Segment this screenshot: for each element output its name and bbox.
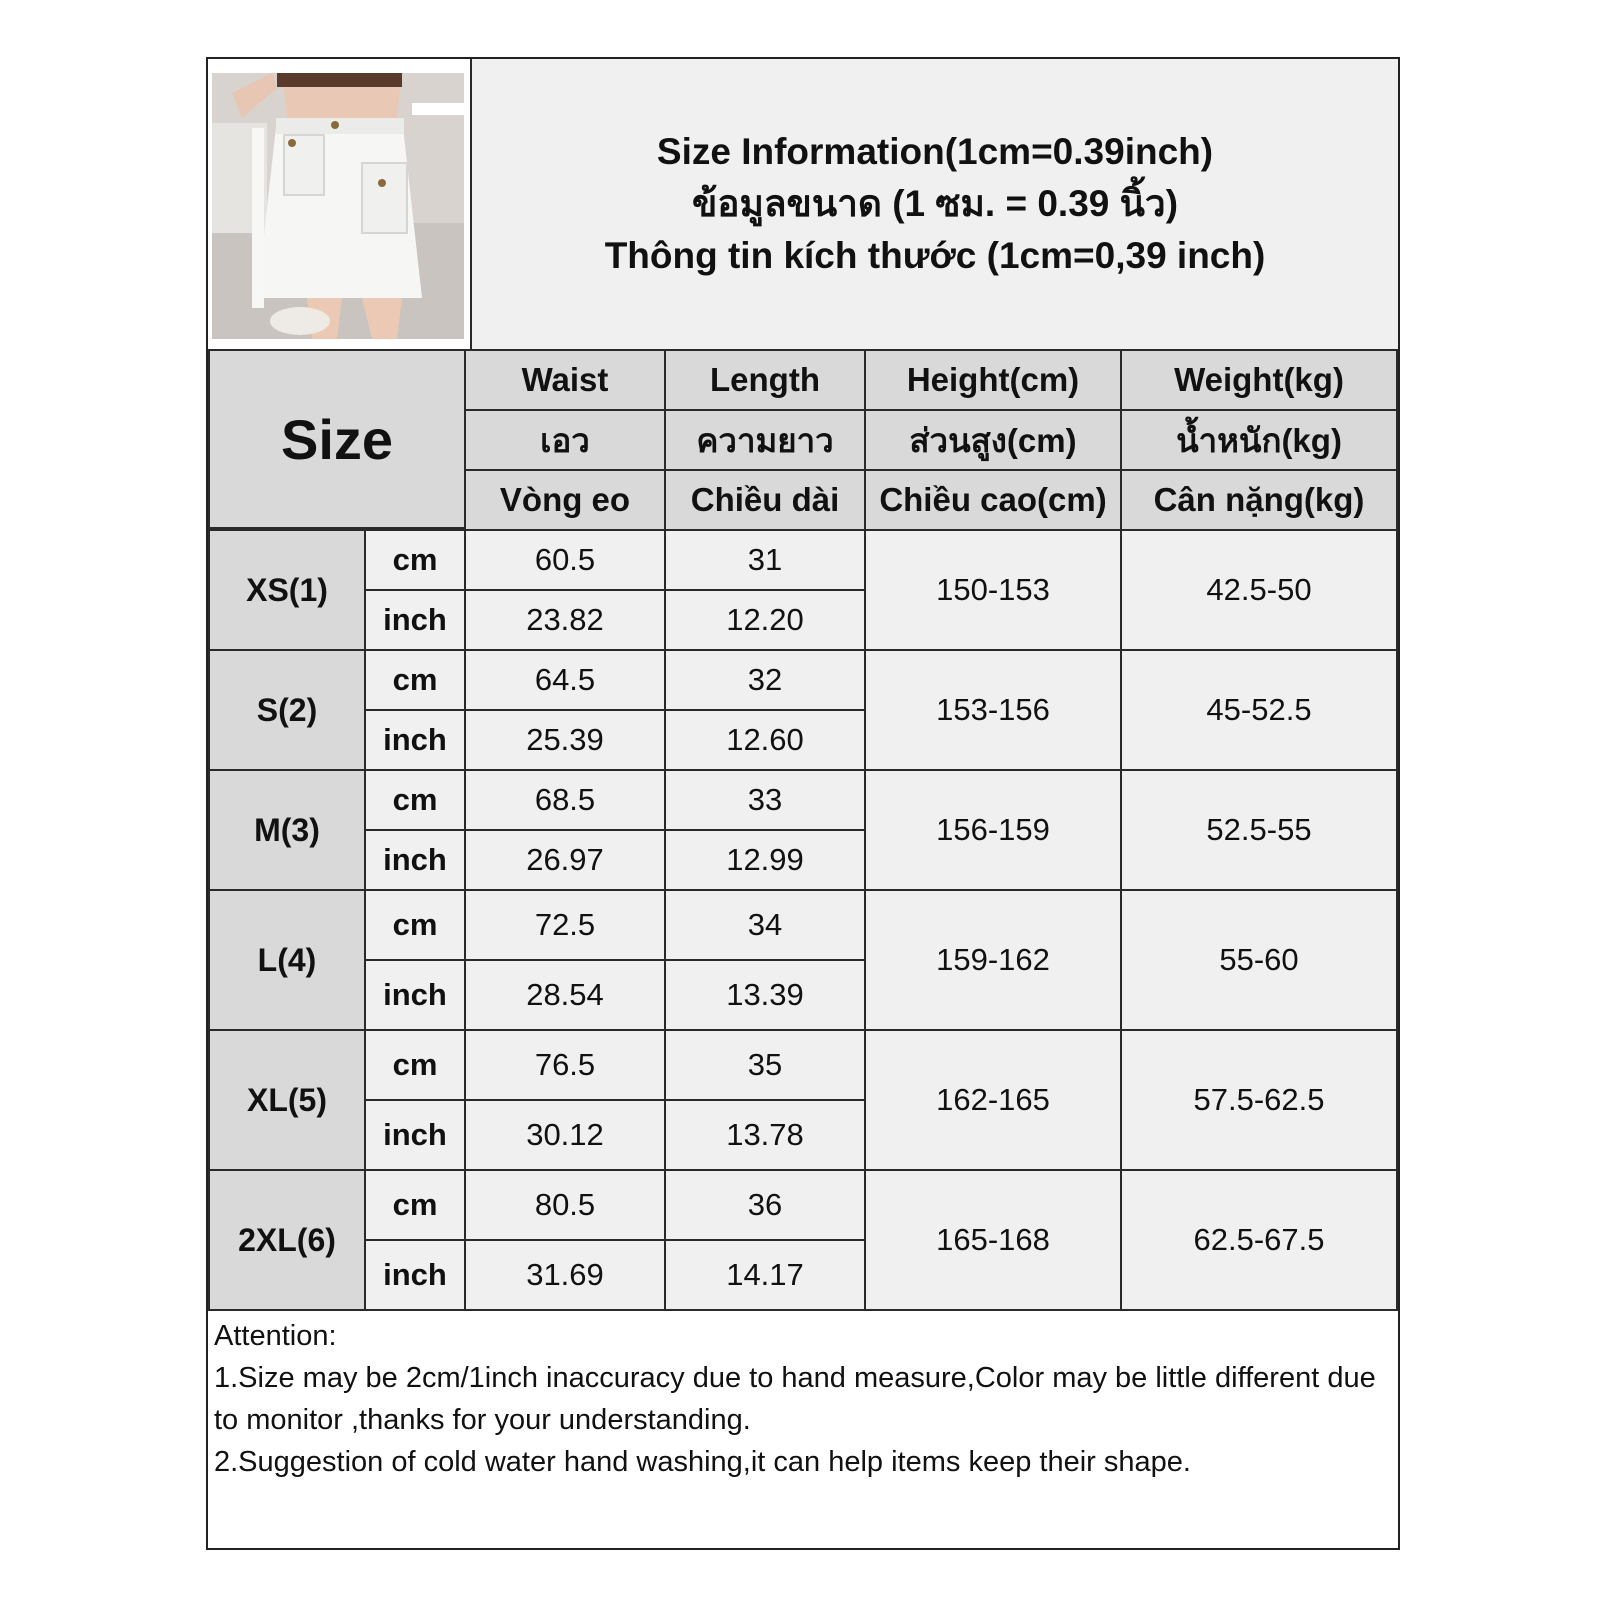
title-thai: ข้อมูลขนาด (1 ซม. = 0.39 นิ้ว) <box>691 183 1179 224</box>
col-header-length-en: Length <box>664 349 866 411</box>
waist-cm: 60.5 <box>464 529 666 591</box>
title-vietnamese: Thông tin kích thước (1cm=0,39 inch) <box>604 235 1266 276</box>
unit-cm: cm <box>364 1169 466 1241</box>
unit-inch: inch <box>364 709 466 771</box>
waist-inch: 25.39 <box>464 709 666 771</box>
unit-cm: cm <box>364 529 466 591</box>
size-label: S(2) <box>208 649 366 771</box>
col-header-height-th: ส่วนสูง(cm) <box>864 409 1122 471</box>
length-inch: 12.99 <box>664 829 866 891</box>
weight-range: 55-60 <box>1120 889 1398 1031</box>
length-cm: 35 <box>664 1029 866 1101</box>
waist-cm: 68.5 <box>464 769 666 831</box>
length-cm: 31 <box>664 529 866 591</box>
waist-inch: 30.12 <box>464 1099 666 1171</box>
height-range: 156-159 <box>864 769 1122 891</box>
weight-range: 42.5-50 <box>1120 529 1398 651</box>
height-range: 159-162 <box>864 889 1122 1031</box>
waist-cm: 80.5 <box>464 1169 666 1241</box>
length-inch: 12.60 <box>664 709 866 771</box>
length-inch: 13.78 <box>664 1099 866 1171</box>
size-label: M(3) <box>208 769 366 891</box>
weight-range: 45-52.5 <box>1120 649 1398 771</box>
col-header-waist-en: Waist <box>464 349 666 411</box>
unit-inch: inch <box>364 589 466 651</box>
size-header: Size <box>208 349 466 529</box>
waist-cm: 72.5 <box>464 889 666 961</box>
attention-heading: Attention: <box>214 1320 337 1352</box>
weight-range: 52.5-55 <box>1120 769 1398 891</box>
height-range: 153-156 <box>864 649 1122 771</box>
size-label: 2XL(6) <box>208 1169 366 1311</box>
height-range: 165-168 <box>864 1169 1122 1311</box>
col-header-waist-vi: Vòng eo <box>464 469 666 531</box>
col-header-weight-en: Weight(kg) <box>1120 349 1398 411</box>
waist-inch: 23.82 <box>464 589 666 651</box>
col-header-weight-th: น้ำหนัก(kg) <box>1120 409 1398 471</box>
attention-notes <box>208 1309 1398 1548</box>
length-cm: 36 <box>664 1169 866 1241</box>
waist-inch: 31.69 <box>464 1239 666 1311</box>
col-header-waist-th: เอว <box>464 409 666 471</box>
unit-inch: inch <box>364 959 466 1031</box>
white-cargo-skirt-image <box>212 73 464 339</box>
waist-cm: 76.5 <box>464 1029 666 1101</box>
height-range: 150-153 <box>864 529 1122 651</box>
unit-cm: cm <box>364 769 466 831</box>
size-chart <box>206 57 1400 1550</box>
weight-range: 57.5-62.5 <box>1120 1029 1398 1171</box>
col-header-weight-vi: Cân nặng(kg) <box>1120 469 1398 531</box>
length-cm: 34 <box>664 889 866 961</box>
size-label: XS(1) <box>208 529 366 651</box>
length-inch: 13.39 <box>664 959 866 1031</box>
col-header-height-en: Height(cm) <box>864 349 1122 411</box>
length-cm: 33 <box>664 769 866 831</box>
col-header-length-th: ความยาว <box>664 409 866 471</box>
col-header-height-vi: Chiều cao(cm) <box>864 469 1122 531</box>
waist-cm: 64.5 <box>464 649 666 711</box>
attention-note-1: 1.Size may be 2cm/1inch inaccuracy due to hand measure,Color may be little different due to monitor ,thanks for your understanding. <box>214 1362 1376 1436</box>
unit-cm: cm <box>364 649 466 711</box>
weight-range: 62.5-67.5 <box>1120 1169 1398 1311</box>
unit-cm: cm <box>364 1029 466 1101</box>
title-block <box>470 59 1398 349</box>
size-label: XL(5) <box>208 1029 366 1171</box>
attention-note-2: 2.Suggestion of cold water hand washing,it can help items keep their shape. <box>214 1446 1191 1478</box>
size-label: L(4) <box>208 889 366 1031</box>
product-photo <box>212 73 464 339</box>
length-inch: 12.20 <box>664 589 866 651</box>
length-inch: 14.17 <box>664 1239 866 1311</box>
col-header-length-vi: Chiều dài <box>664 469 866 531</box>
waist-inch: 28.54 <box>464 959 666 1031</box>
unit-inch: inch <box>364 1239 466 1311</box>
unit-inch: inch <box>364 1099 466 1171</box>
title-english: Size Information(1cm=0.39inch) <box>656 131 1214 172</box>
unit-inch: inch <box>364 829 466 891</box>
waist-inch: 26.97 <box>464 829 666 891</box>
length-cm: 32 <box>664 649 866 711</box>
height-range: 162-165 <box>864 1029 1122 1171</box>
unit-cm: cm <box>364 889 466 961</box>
